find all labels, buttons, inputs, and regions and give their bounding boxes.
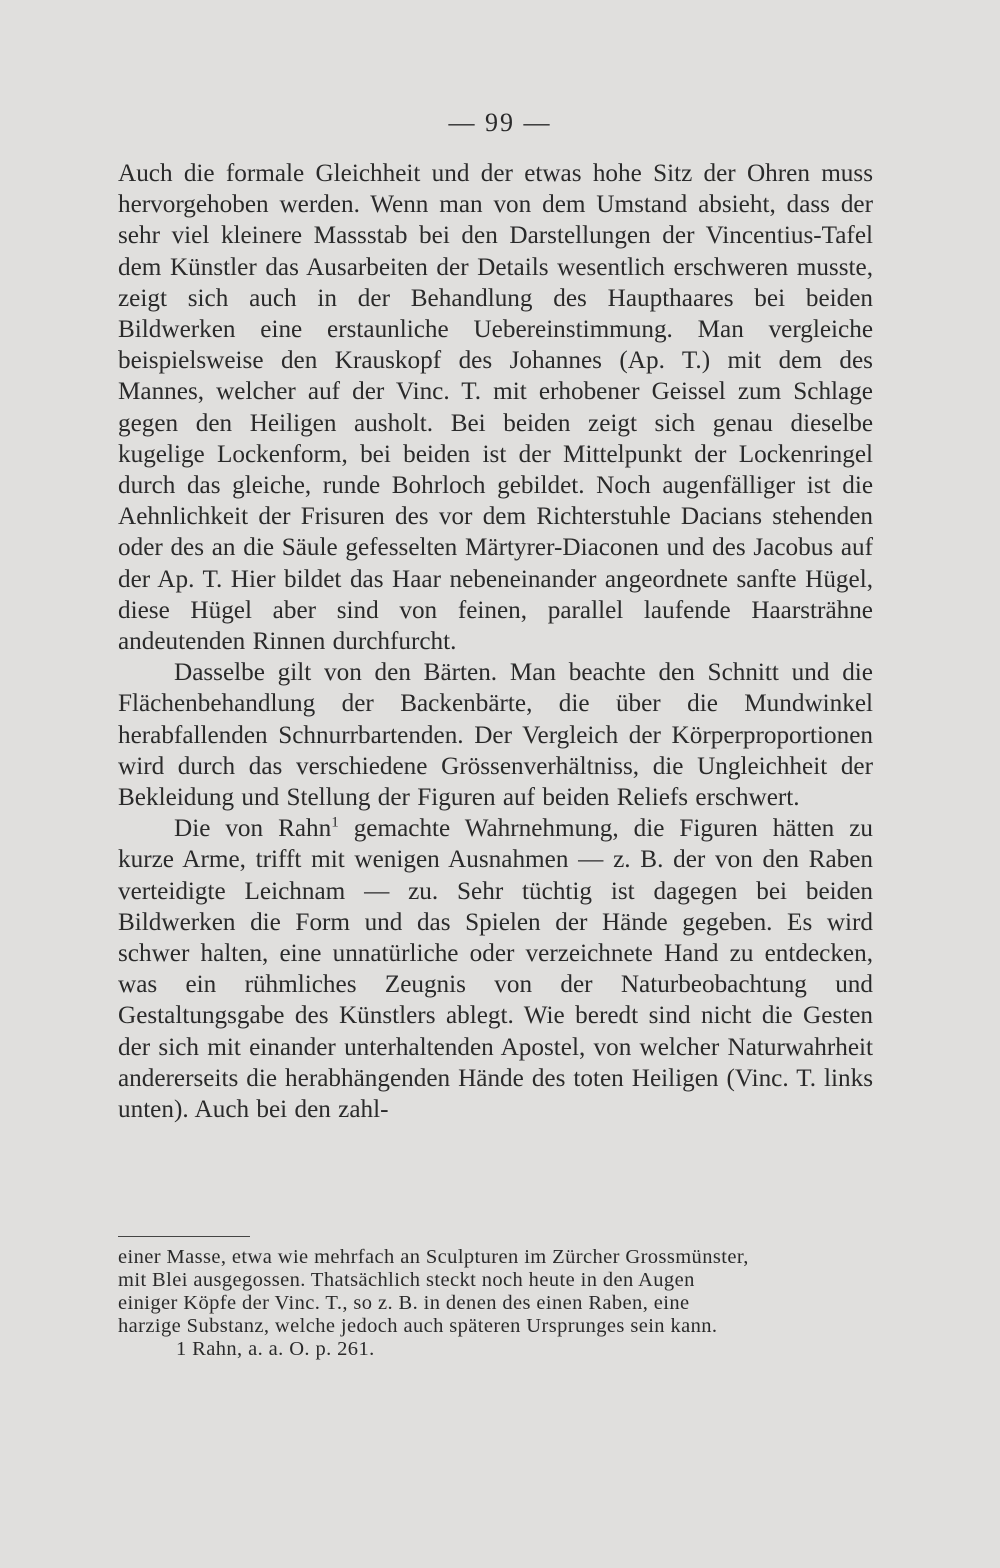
- page-number: — 99 —: [448, 108, 552, 137]
- body-text: [118, 158, 873, 1125]
- footnote-1: 1 Rahn, a. a. O. p. 261.: [176, 1338, 375, 1360]
- footnote-line: harzige Substanz, welche jedoch auch späteren Ursprunges sein kann.: [118, 1315, 718, 1337]
- footnote-divider: [118, 1236, 250, 1237]
- footnotes: [118, 1246, 873, 1361]
- paragraph-3: [118, 813, 873, 1125]
- footnote-reference: 1: [331, 814, 339, 831]
- footnote-line: mit Blei ausgegossen. Thatsächlich steckt noch heute in den Augen: [118, 1269, 695, 1291]
- paragraph-1: Auch die formale Gleichheit und der etwas hohe Sitz der Ohren muss hervorgehoben werden. Wenn man von dem Umstand absieht, dass der sehr viel kleinere Massstab bei den Darstellungen der Vincentius-Tafel dem Künstler das Ausarbeiten der Details wesentlich erschweren musste, zeigt sich auch in der Behandlung des Haupthaares bei beiden Bildwerken eine erstaunliche Uebereinstimmung. Man vergleiche beispielsweise den Krauskopf des Johannes (Ap. T.) mit dem des Mannes, welcher auf der Vinc. T. mit erhobener Geissel zum Schlage gegen den Heiligen ausholt. Bei beiden zeigt sich genau dieselbe kugelige Lockenform, bei beiden ist der Mittelpunkt der Lockenringel durch das gleiche, runde Bohrloch gebildet. Noch augenfälliger ist die Aehnlichkeit der Frisuren des vor dem Richterstuhle Dacians stehenden oder des an die Säule gefesselten Märtyrer-Diaconen und des Jacobus auf der Ap. T. Hier bildet das Haar nebeneinander angeordnete sanfte Hügel, diese Hügel aber sind von feinen, parallel laufende Haarsträhne andeutenden Rinnen durchfurcht.: [118, 160, 873, 656]
- paragraph-3-start: Die von Rahn: [174, 815, 332, 843]
- paragraph-3-rest: gemachte Wahrnehmung, die Figuren hätten zu kurze Arme, trifft mit wenigen Ausnahmen — z. B. der von den Raben verteidigte Leichnam — zu. Sehr tüchtig ist dagegen bei beiden Bildwerken die Form und das Spielen der Hände gegeben. Es wird schwer halten, eine unnatürliche oder verzeichnete Hand zu entdecken, was ein rühmliches Zeugnis von der Naturbeobachtung und Gestaltungsgabe des Künstlers ablegt. Wie beredt sind nicht die Gesten der sich mit einander unterhaltenden Apostel, von welcher Naturwahrheit andererseits die herabhängenden Hände des toten Heiligen (Vinc. T. links unten). Auch bei den zahl-: [118, 815, 873, 1124]
- footnote-line: einiger Köpfe der Vinc. T., so z. B. in denen des einen Raben, eine: [118, 1292, 690, 1314]
- paragraph-2: Dasselbe gilt von den Bärten. Man beachte den Schnitt und die Flächenbehandlung der Backenbärte, die über die Mundwinkel herabfallenden Schnurrbartenden. Der Vergleich der Körperproportionen wird durch das verschiedene Grössenverhältniss, die Ungleichheit der Bekleidung und Stellung der Figuren auf beiden Reliefs erschwert.: [118, 659, 873, 812]
- footnote-line: einer Masse, etwa wie mehrfach an Sculpturen im Zürcher Grossmünster,: [118, 1246, 749, 1268]
